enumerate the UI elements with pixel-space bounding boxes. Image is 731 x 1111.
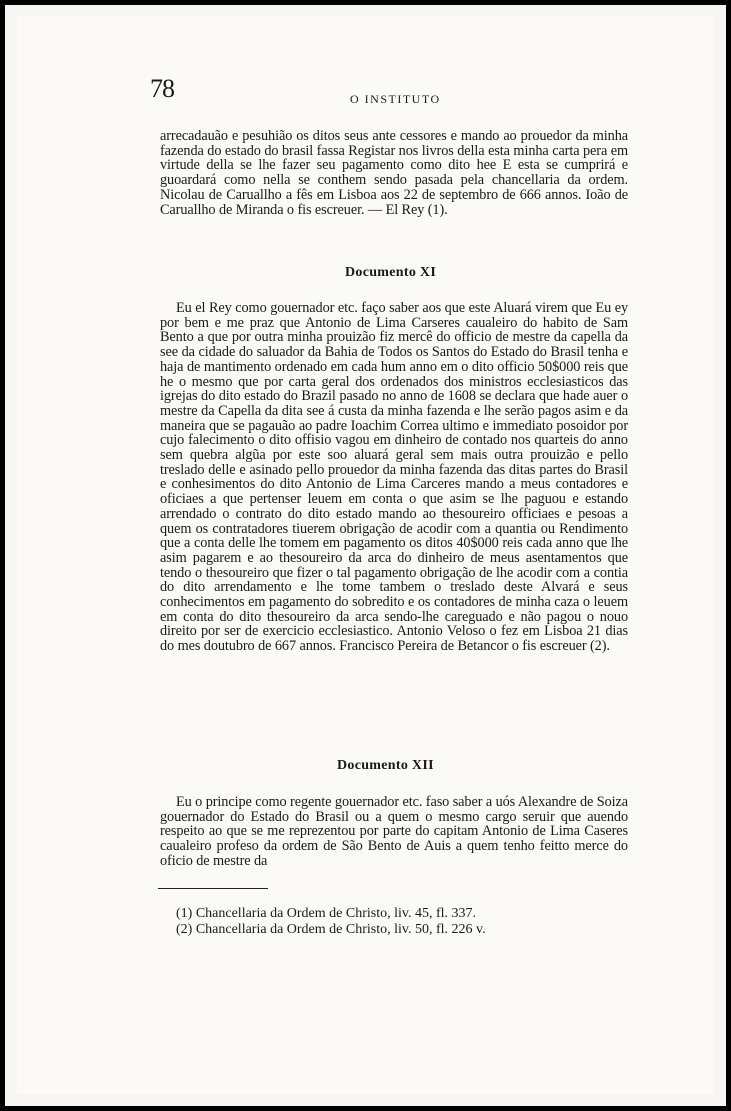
footnote-divider	[158, 888, 268, 889]
paragraph-documento-xii: Eu o principe como regente gouernador etc. faso saber a uós Alexandre de Soiza gouernador do Estado do Brasil ou a quem o mesmo cargo seruir que auendo respeito ao que se me reprezentou por parte do capitam Antonio de Lima Caseres caualeiro profeso da ordem de São Bento de Auis a quem tenho feitto merce do oficio de mestre da	[160, 794, 628, 869]
running-title: O INSTITUTO	[350, 92, 441, 106]
section-heading-documento-xi: Documento XI	[345, 265, 437, 280]
footnotes	[176, 906, 596, 938]
footnote-1: (1) Chancellaria da Ordem de Christo, liv. 45, fl. 337.	[176, 906, 477, 921]
section-heading-documento-xii: Documento XII	[337, 758, 434, 773]
paragraph-documento-xi: Eu el Rey como gouernador etc. faço saber aos que este Aluará virem que Eu ey por bem e me praz que Antonio de Lima Carseres caualeiro do habito de Sam Bento a que por outra minha prouizão fiz mercê do officio de mestre da capella da see da cidade do saluador da Bahia de Todos os Santos do Estado do Brasil tenha e haja de mantimento ordenado em cada hum anno em o dito officio 50$000 reis que he o mesmo que por carta geral dos ordenados dos ministros ecclesiasticos das igrejas do dito estado do Brazil pasado no anno de 1608 se declara que hade auer o mestre da Capella da dita see á custa da minha fazenda e lhe serão pagos asim e da maneira que se pagauão ao padre Ioachim Correa ultimo e immediato posoidor por cujo falecimento o dito offisio vagou em dinheiro de contado nos quarteis do anno sem quebra algũa por este soo aluará geral sem mais outra prouizão e pello treslado delle e asinado pello prouedor da minha fazenda das ditas partes do Brasil e conhesimentos do dito Antonio de Lima Carceres mando a meus contadores e oficiaes a que pertenser leuem em conta o que asim se lhe paguou e estando arrendado o contrato do dito estado mando ao thesoureiro officiaes e pesoas a quem os contratadores tiuerem obrigação de acodir com a quantia ou Rendimento que a conta delle lhe tomem em pagamento os ditos 40$000 reis cada anno que lhe asim pagarem e ao thesoureiro da arca do dinheiro de meus asentamentos que tendo o thesoureiro que fizer o tal pagamento obrigação de lhe acodir com a contia do dito arrendamento e lhe tome tambem o treslado deste Alvará e seus conhecimentos em pagamento do sobredito e os contadores de minha caza o leuem em conta do dito thesoureiro da arca sendo-lhe careguado e não pagou o nouo direito por ser de exercicio ecclesiastico. Antonio Veloso o fez em Lisboa 21 dias do mes doutubro de 667 annos. Francisco Pereira de Betancor o fis escreuer (2).	[160, 300, 628, 655]
footnote-2: (2) Chancellaria da Ordem de Christo, liv. 50, fl. 226 v.	[176, 922, 486, 937]
page-number: 78	[150, 74, 174, 103]
paragraph-continuation: arrecadauão e pesuhião os ditos seus ante cessores e mando ao prouedor da minha fazenda do estado do brasil fassa Registar nos livros della esta minha carta pera em virtude della se lhe fazer seu pagamento como dito hee E esta se cumprirá e guoardará como nella se conthem sendo pasada pela chancellaria da ordem. Nicolau de Caruallho a fês em Lisboa aos 22 de septembro de 666 annos. Ioão de Caruallho de Miranda o fis escreuer. — El Rey (1).	[160, 128, 628, 218]
